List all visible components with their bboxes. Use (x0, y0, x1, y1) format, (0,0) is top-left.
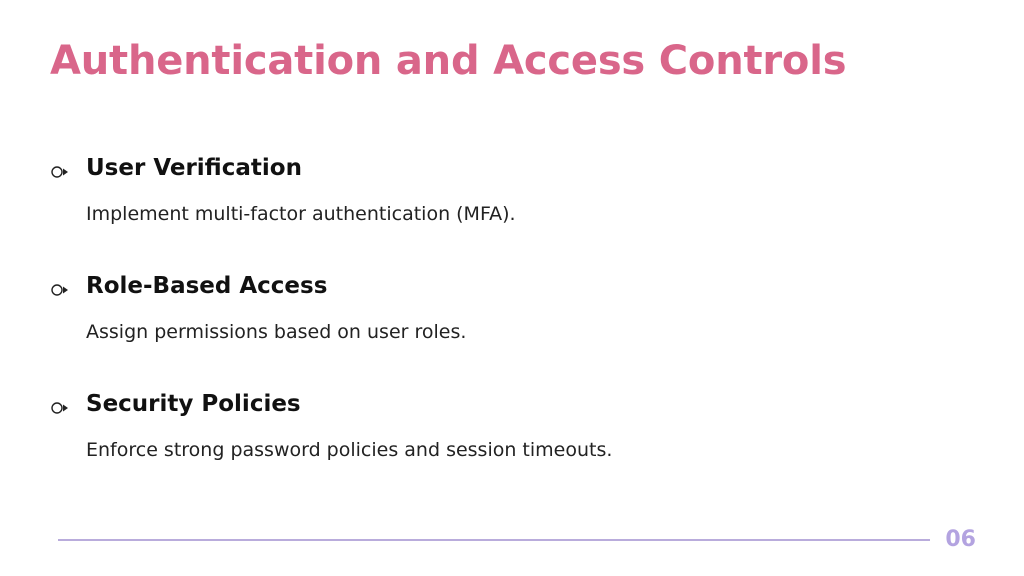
slide-title: Authentication and Access Controls (50, 38, 847, 84)
circle-arrow-bullet-icon (51, 400, 71, 414)
item-heading: Security Policies (86, 391, 301, 417)
item-heading: Role-Based Access (86, 273, 328, 299)
list-item (50, 391, 950, 509)
list-item (50, 273, 950, 391)
item-description: Enforce strong password policies and session timeouts. (86, 439, 613, 461)
circle-arrow-bullet-icon (51, 282, 71, 296)
item-description: Implement multi-factor authentication (MFA). (86, 203, 516, 225)
item-heading: User Verification (86, 155, 302, 181)
bullet-list (50, 155, 950, 509)
circle-arrow-bullet-icon (51, 164, 71, 178)
list-item (50, 155, 950, 273)
page-number: 06 (945, 527, 976, 552)
footer-divider (58, 539, 930, 541)
item-description: Assign permissions based on user roles. (86, 321, 467, 343)
